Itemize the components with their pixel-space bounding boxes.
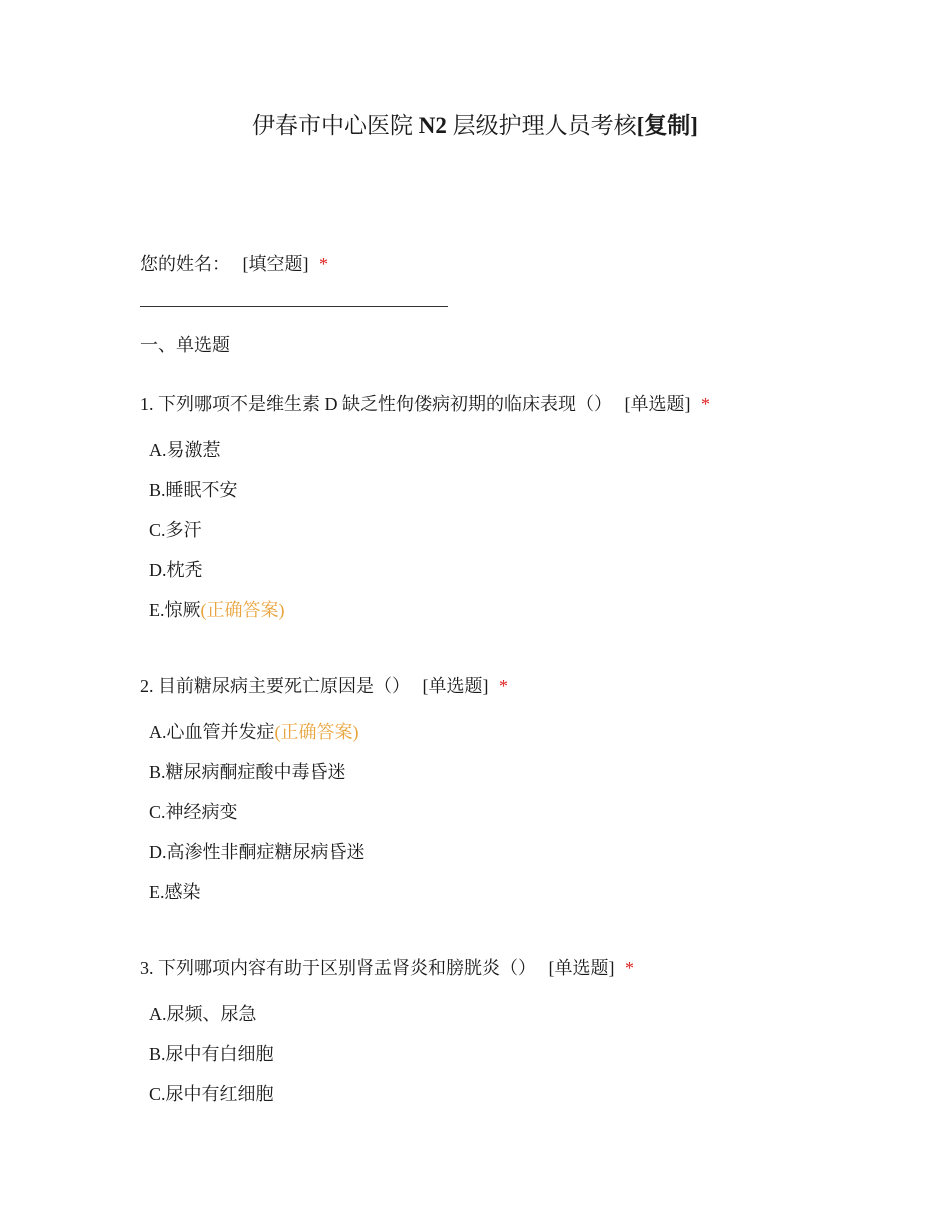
option-q1-a[interactable] (149, 437, 221, 463)
section-heading: 一、单选题 (140, 335, 230, 355)
option-q2-e[interactable] (149, 879, 201, 905)
option-label: C.尿中有红细胞 (149, 1084, 274, 1104)
option-label: E.感染 (149, 882, 201, 902)
title-part-4: [复制] (636, 113, 698, 138)
question-text: 3. 下列哪项内容有助于区别肾盂肾炎和膀胱炎（） (140, 958, 536, 978)
option-label: C.多汗 (149, 520, 202, 540)
title-part-3: 层级护理人员考核 (452, 113, 637, 138)
question-2 (140, 673, 508, 699)
required-mark: * (499, 676, 508, 696)
required-mark: * (625, 958, 634, 978)
question-type: [单选题] (422, 676, 489, 696)
question-3 (140, 955, 634, 981)
required-mark: * (319, 254, 328, 274)
option-label: E.惊厥 (149, 600, 201, 620)
option-q1-b[interactable] (149, 477, 238, 503)
question-type: [单选题] (548, 958, 615, 978)
option-q3-c[interactable] (149, 1081, 274, 1107)
question-1 (140, 391, 710, 417)
page-title (0, 110, 950, 142)
option-q2-a[interactable] (149, 719, 359, 745)
option-label: B.糖尿病酮症酸中毒昏迷 (149, 762, 346, 782)
title-part-1: 伊春市中心医院 (252, 113, 414, 138)
name-question-type: [填空题] (242, 254, 309, 274)
correct-answer-tag: (正确答案) (200, 600, 285, 620)
option-q1-e[interactable] (149, 597, 285, 623)
option-q2-d[interactable] (149, 839, 365, 865)
question-text: 2. 目前糖尿病主要死亡原因是（） (140, 676, 410, 696)
option-q1-d[interactable] (149, 557, 203, 583)
title-part-2: N2 (418, 113, 447, 138)
option-q3-a[interactable] (149, 1001, 257, 1027)
option-label: B.尿中有白细胞 (149, 1044, 274, 1064)
option-q3-b[interactable] (149, 1041, 274, 1067)
option-label: B.睡眠不安 (149, 480, 238, 500)
option-q2-c[interactable] (149, 799, 238, 825)
option-q1-c[interactable] (149, 517, 202, 543)
option-q2-b[interactable] (149, 759, 346, 785)
question-text: 1. 下列哪项不是维生素 D 缺乏性佝偻病初期的临床表现（） (140, 394, 612, 414)
option-label: A.易激惹 (149, 440, 221, 460)
option-label: D.高渗性非酮症糖尿病昏迷 (149, 842, 365, 862)
option-label: D.枕秃 (149, 560, 203, 580)
question-type: [单选题] (624, 394, 691, 414)
required-mark: * (701, 394, 710, 414)
name-answer-line[interactable] (140, 306, 448, 307)
correct-answer-tag: (正确答案) (274, 722, 359, 742)
name-label: 您的姓名： (140, 254, 230, 274)
option-label: C.神经病变 (149, 802, 238, 822)
option-label: A.心血管并发症 (149, 722, 275, 742)
option-label: A.尿频、尿急 (149, 1004, 257, 1024)
name-question (140, 251, 328, 277)
